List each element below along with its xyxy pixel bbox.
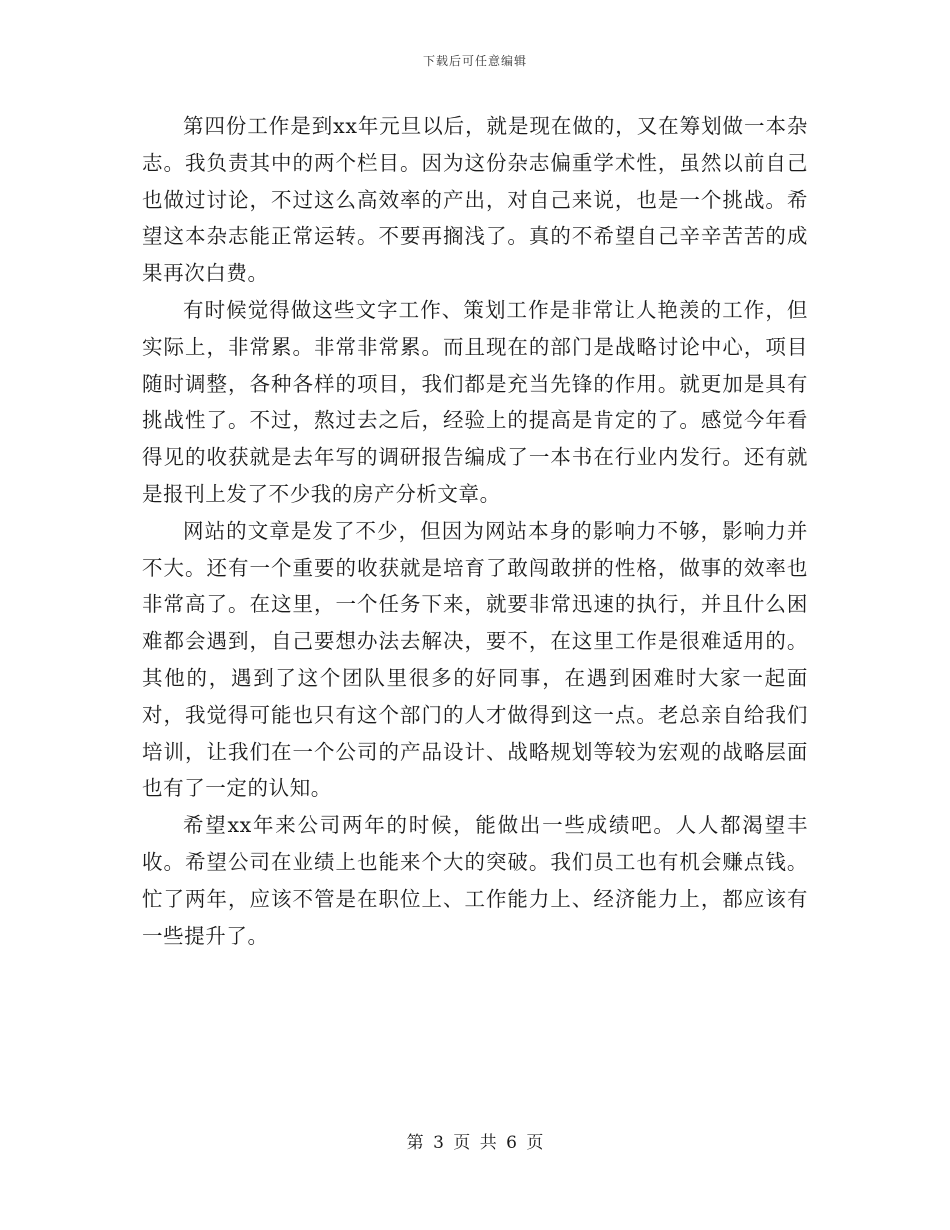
paragraph-4: 希望xx年来公司两年的时候，能做出一些成绩吧。人人都渴望丰收。希望公司在业绩上也能来个大的突破。我们员工也有机会赚点钱。忙了两年，应该不管是在职位上、工作能力上、经济能力上，都应该有一些提升了。 — [142, 813, 808, 948]
paragraph-1: 第四份工作是到xx年元旦以后，就是现在做的，又在筹划做一本杂志。我负责其中的两个栏目。因为这份杂志偏重学术性，虽然以前自己也做过讨论，不过这么高效率的产出，对自己来说，也是一个挑战。希望这本杂志能正常运转。不要再搁浅了。真的不希望自己辛辛苦苦的成果再次白费。 — [142, 114, 808, 286]
document-body — [142, 108, 808, 954]
paragraph-2: 有时候觉得做这些文字工作、策划工作是非常让人艳羡的工作，但实际上，非常累。非常非常累。而且现在的部门是战略讨论中心，项目随时调整，各种各样的项目，我们都是充当先锋的作用。就更加是具有挑战性了。不过，熬过去之后，经验上的提高是肯定的了。感觉今年看得见的收获就是去年写的调研报告编成了一本书在行业内发行。还有就是报刊上发了不少我的房产分析文章。 — [142, 297, 808, 506]
page-number-footer: 第 3 页 共 6 页 — [406, 1133, 544, 1153]
page-header: 下载后可任意编辑 — [422, 54, 527, 68]
paragraph-3: 网站的文章是发了不少，但因为网站本身的影响力不够，影响力并不大。还有一个重要的收获就是培育了敢闯敢拼的性格，做事的效率也非常高了。在这里，一个任务下来，就要非常迅速的执行，并且什么困难都会遇到，自己要想办法去解决，要不，在这里工作是很难适用的。其他的，遇到了这个团队里很多的好同事，在遇到困难时大家一起面对，我觉得可能也只有这个部门的人才做得到这一点。老总亲自给我们培训，让我们在一个公司的产品设计、战略规划等较为宏观的战略层面也有了一定的认知。 — [142, 518, 808, 801]
